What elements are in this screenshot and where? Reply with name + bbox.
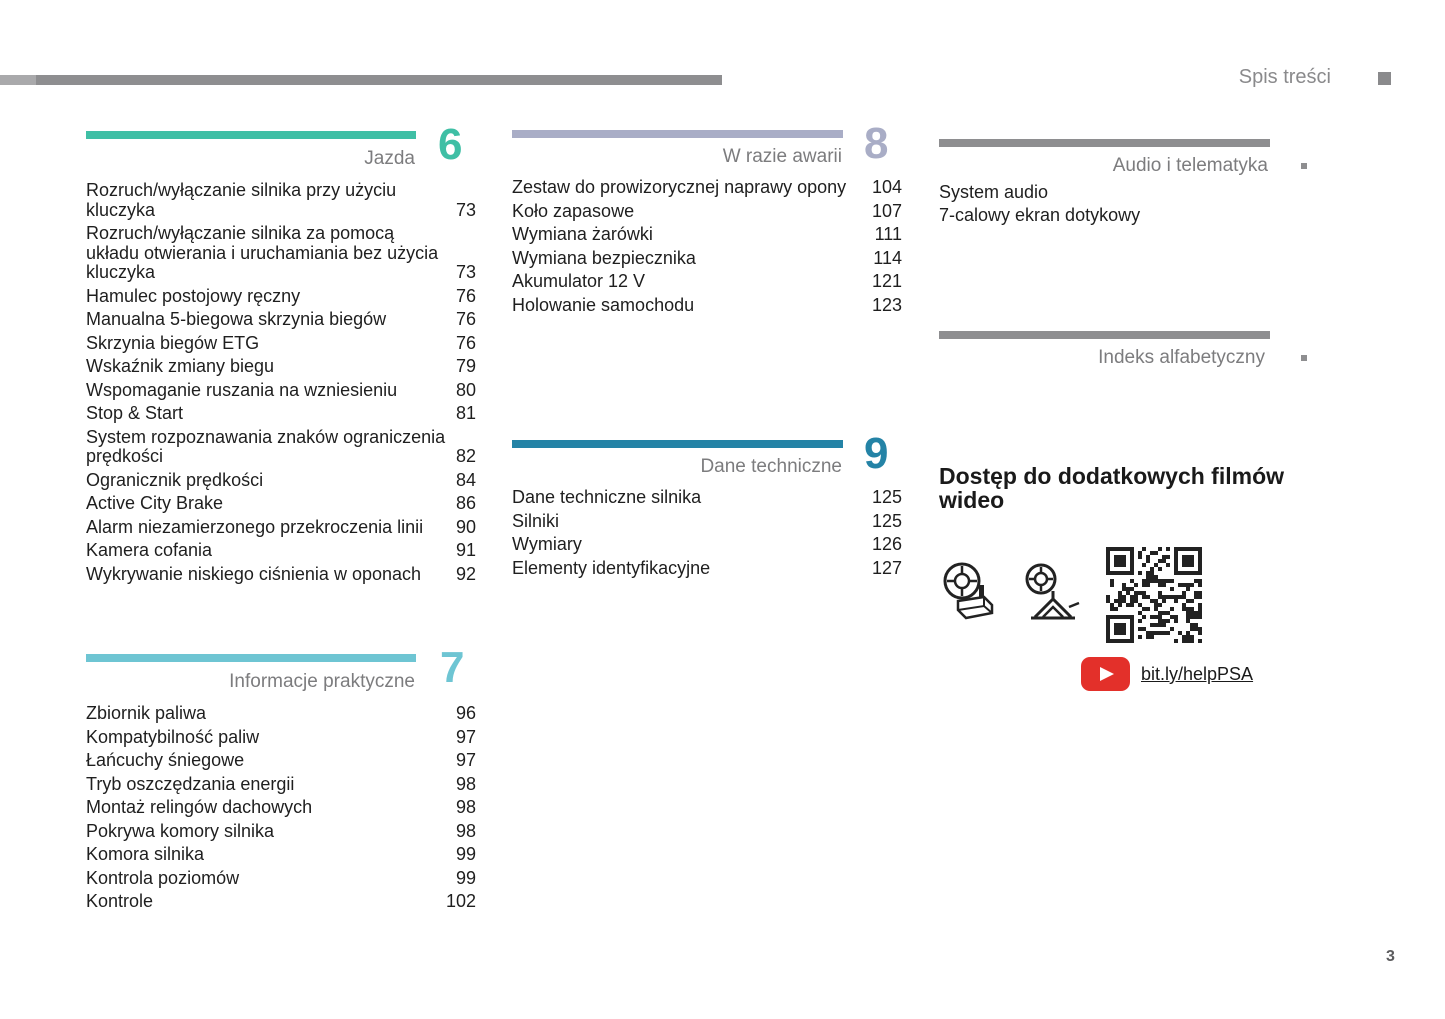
- toc-entry-page: 73: [455, 262, 476, 282]
- toc-entry[interactable]: [86, 381, 476, 401]
- toc-entry-page: 127: [871, 557, 902, 578]
- toc-entry-label: Rozruch/wyłączanie silnika za pomocą układu otwierania i uruchamiania bez użycia kluczyka: [86, 223, 439, 282]
- toc-entry[interactable]: [86, 494, 476, 514]
- toc-list: [512, 488, 902, 582]
- toc-entry-page: 84: [455, 469, 476, 490]
- section-bar: [512, 130, 843, 138]
- toc-entry-page: 86: [455, 493, 476, 513]
- toc-entry[interactable]: [86, 287, 476, 307]
- video-heading: Dostęp do dodatkowych filmów wideo: [939, 463, 1285, 513]
- toc-entry-label: Montaż relingów dachowych: [86, 797, 313, 817]
- toc-entry-label: Kamera cofania: [86, 540, 213, 560]
- section-number: 8: [864, 119, 889, 168]
- toc-entry-label: Hamulec postojowy ręczny: [86, 285, 301, 306]
- toc-entry-page: 121: [871, 271, 902, 291]
- toc-entry[interactable]: [86, 704, 476, 724]
- section-bar: [86, 654, 416, 662]
- toc-entry-label: Komora silnika: [86, 844, 205, 864]
- toc-entry[interactable]: [86, 822, 476, 842]
- toc-entry-page: 125: [871, 510, 902, 531]
- toc-entry-page: 125: [871, 487, 902, 507]
- toc-entry[interactable]: [512, 225, 902, 245]
- toc-entry-page: 79: [455, 356, 476, 376]
- toc-entry-label: Dane techniczne silnika: [512, 487, 702, 507]
- toc-entry-label: Alarm niezamierzonego przekroczenia linii: [86, 516, 424, 537]
- toc-entry-page: 102: [445, 891, 476, 911]
- toc-entry-page: 99: [455, 867, 476, 888]
- toc-entry[interactable]: [512, 272, 902, 292]
- toc-entry[interactable]: [86, 224, 476, 283]
- section-bar: [512, 440, 843, 448]
- toc-entry[interactable]: [512, 559, 902, 579]
- toc-entry-label: Kontrole: [86, 891, 154, 911]
- toc-entry[interactable]: [512, 535, 902, 555]
- toc-entry[interactable]: [86, 751, 476, 771]
- section-audio-telematyka: [939, 139, 1270, 179]
- toc-entry[interactable]: [512, 202, 902, 222]
- toc-entry-page: 97: [455, 750, 476, 770]
- toc-entry[interactable]: [86, 845, 476, 865]
- toc-entry-page: 98: [455, 820, 476, 841]
- toc-entry-label: Wymiary: [512, 534, 582, 554]
- video-link[interactable]: bit.ly/helpPSA: [1141, 664, 1254, 684]
- toc-entry[interactable]: [86, 404, 476, 424]
- toc-entry-label: Manualna 5-biegowa skrzynia biegów: [86, 309, 387, 329]
- section-title: W razie awarii: [722, 146, 842, 167]
- toc-entry-page: 99: [455, 844, 476, 864]
- toc-entry-page: 91: [455, 540, 476, 560]
- toc-entry[interactable]: [86, 181, 476, 220]
- section-title: Informacje praktyczne: [229, 671, 415, 692]
- toc-entry-page: 104: [871, 177, 902, 197]
- toc-entry-page: 76: [455, 332, 476, 353]
- toc-entry-label: Akumulator 12 V: [512, 271, 646, 291]
- toc-entry-page: 81: [455, 403, 476, 423]
- toc-entry-label: Skrzynia biegów ETG: [86, 332, 260, 353]
- toc-entry-label: Łańcuchy śniegowe: [86, 750, 245, 770]
- toc-entry-label: Kompatybilność paliw: [86, 726, 260, 747]
- toc-entry-page: 98: [455, 773, 476, 794]
- toc-entry-page: 80: [455, 379, 476, 400]
- toc-entry-label: Rozruch/wyłączanie silnika przy użyciu kluczyka: [86, 180, 397, 220]
- page-title: Spis treści: [1238, 66, 1331, 88]
- toc-entry[interactable]: [512, 249, 902, 269]
- toc-entry-label: Holowanie samochodu: [512, 294, 695, 315]
- spare-wheel-jack-icon: [1023, 563, 1081, 623]
- toc-entry[interactable]: [86, 775, 476, 795]
- toc-entry-label: Wskaźnik zmiany biegu: [86, 356, 275, 376]
- list-item: System audio: [939, 182, 1049, 202]
- section-title: Audio i telematyka: [1112, 155, 1268, 176]
- toc-entry[interactable]: [86, 334, 476, 354]
- bullet-square-icon: [1301, 355, 1307, 361]
- toc-entry-label: Zbiornik paliwa: [86, 703, 207, 723]
- toc-entry[interactable]: [86, 428, 476, 467]
- section-number: 6: [438, 120, 463, 169]
- toc-entry-label: Wykrywanie niskiego ciśnienia w oponach: [86, 563, 422, 584]
- section-number: 9: [864, 429, 889, 478]
- toc-entry-page: 73: [455, 199, 476, 220]
- toc-entry-label: Tryb oszczędzania energii: [86, 773, 295, 794]
- toc-entry-page: 98: [455, 797, 476, 817]
- toc-entry-label: Stop & Start: [86, 403, 184, 423]
- top-decorative-bar: [0, 75, 722, 85]
- section-bar: [939, 139, 1270, 147]
- youtube-icon[interactable]: [1081, 657, 1130, 691]
- toc-entry-label: Koło zapasowe: [512, 200, 635, 221]
- list-item: 7-calowy ekran dotykowy: [939, 205, 1141, 225]
- toc-entry-label: Pokrywa komory silnika: [86, 820, 275, 841]
- toc-entry-page: 111: [874, 224, 902, 244]
- section-title: Dane techniczne: [700, 456, 842, 477]
- toc-entry-page: 82: [455, 446, 476, 466]
- toc-entry[interactable]: [86, 728, 476, 748]
- toc-entry-label: Elementy identyfikacyjne: [512, 557, 711, 578]
- toc-entry-label: Wymiana bezpiecznika: [512, 247, 696, 268]
- toc-entry[interactable]: [86, 541, 476, 561]
- toc-entry[interactable]: [86, 471, 476, 491]
- toc-entry[interactable]: [512, 512, 902, 532]
- toc-entry[interactable]: [86, 892, 476, 912]
- qr-code-icon: [1106, 547, 1202, 643]
- header-square-icon: [1378, 72, 1391, 85]
- toc-entry-label: Wspomaganie ruszania na wzniesieniu: [86, 379, 398, 400]
- page-number: 3: [1386, 948, 1395, 965]
- toc-entry-label: Zestaw do prowizorycznej naprawy opony: [512, 177, 847, 197]
- toc-entry-label: System rozpoznawania znaków ograniczenia prędkości: [86, 426, 446, 466]
- toc-entry[interactable]: [86, 798, 476, 818]
- toc-entry-page: 97: [455, 726, 476, 747]
- section-indeks-alfabetyczny: [939, 331, 1270, 371]
- toc-entry-label: Silniki: [512, 510, 560, 531]
- toc-entry[interactable]: [86, 565, 476, 585]
- bullet-square-icon: [1301, 163, 1307, 169]
- toc-entry[interactable]: [512, 488, 902, 508]
- toc-entry-page: 92: [455, 563, 476, 584]
- toc-entry-page: 107: [871, 200, 902, 221]
- toc-entry-label: Active City Brake: [86, 493, 224, 513]
- toc-entry[interactable]: [86, 310, 476, 330]
- section-bar: [86, 131, 416, 139]
- toc-entry-label: Wymiana żarówki: [512, 224, 653, 244]
- audio-list: [939, 181, 1140, 227]
- section-bar: [939, 331, 1270, 339]
- toc-list: [86, 181, 476, 588]
- toc-entry-page: 76: [455, 309, 476, 329]
- toc-list: [512, 178, 902, 319]
- toc-entry[interactable]: [512, 296, 902, 316]
- toc-entry-page: 76: [455, 285, 476, 306]
- section-title: Jazda: [364, 148, 415, 169]
- toc-list: [86, 704, 476, 916]
- toc-entry-label: Ogranicznik prędkości: [86, 469, 264, 490]
- tyre-repair-kit-icon: [942, 561, 996, 623]
- section-title: Indeks alfabetyczny: [1098, 347, 1265, 368]
- toc-entry-label: Kontrola poziomów: [86, 867, 240, 888]
- section-number: 7: [440, 643, 465, 692]
- toc-entry-page: 114: [873, 247, 902, 268]
- toc-entry-page: 96: [455, 703, 476, 723]
- toc-entry[interactable]: [86, 357, 476, 377]
- toc-entry[interactable]: [86, 869, 476, 889]
- toc-entry-page: 90: [455, 516, 476, 537]
- toc-entry[interactable]: [512, 178, 902, 198]
- toc-entry[interactable]: [86, 518, 476, 538]
- toc-entry-page: 123: [871, 294, 902, 315]
- toc-entry-page: 126: [871, 534, 902, 554]
